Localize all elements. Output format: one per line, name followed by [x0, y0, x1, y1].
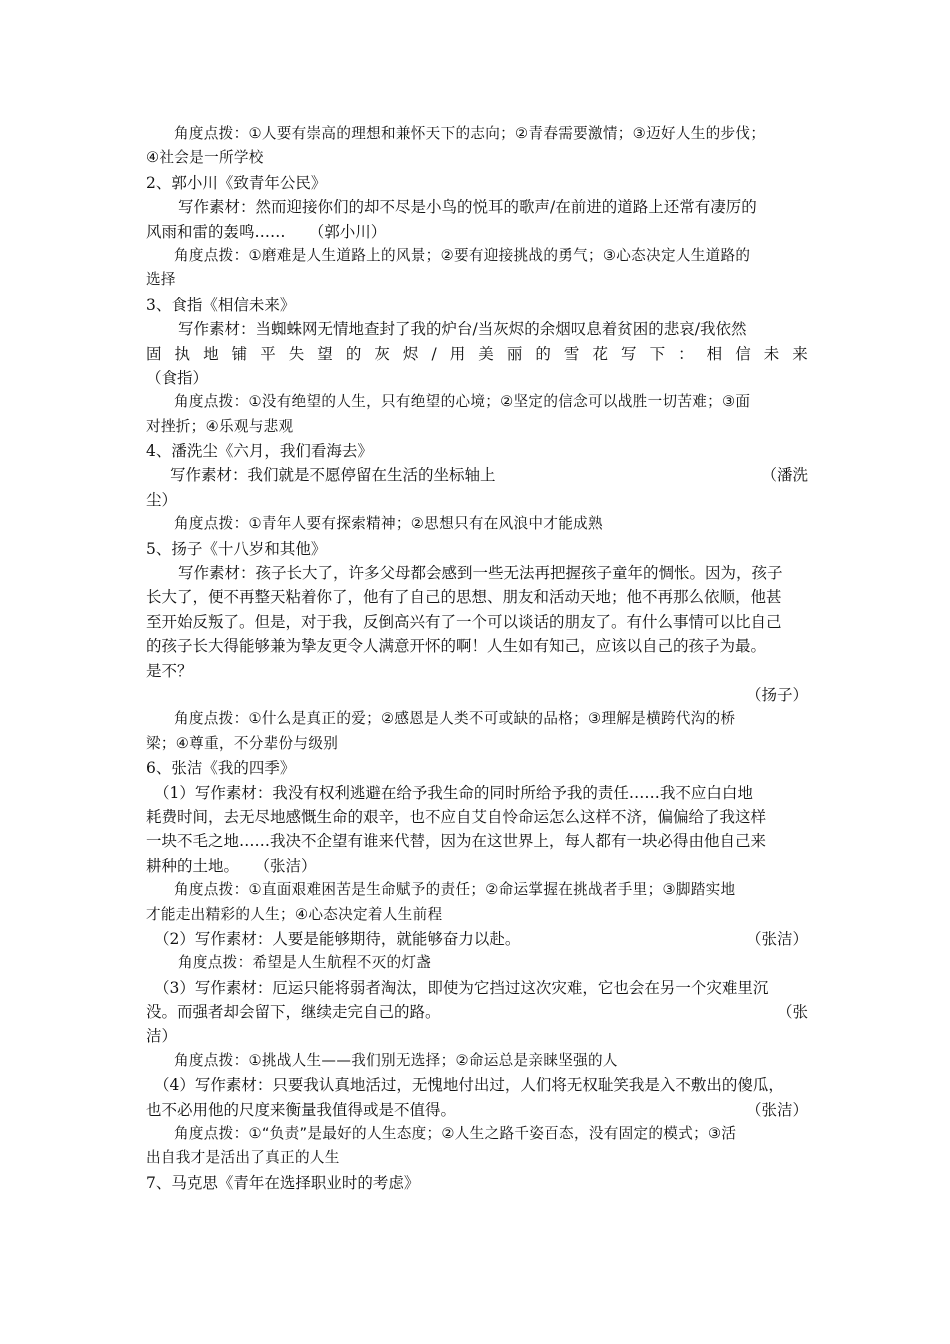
angle-hint: 梁；④尊重，不分辈份与级别 [146, 734, 339, 752]
justified-char: 美 [478, 344, 494, 363]
author-credit: （张洁） [745, 929, 808, 948]
justified-char: 铺 [231, 344, 248, 363]
writing-material: （4）写作素材：只要我认真地活过，无愧地付出过，人们将无权耻笑我是入不敷出的傻瓜， [154, 1076, 784, 1095]
justified-char: ： [678, 344, 694, 363]
writing-material: 写作素材：然而迎接你们的却不尽是小鸟的悦耳的歌声/在前进的道路上还常有凄厉的 [178, 198, 757, 217]
writing-material: 是不？ [146, 661, 193, 680]
justified-char: 写 [621, 344, 637, 363]
writing-material: 尘） [146, 490, 178, 509]
angle-hint: ④社会是一所学校 [146, 149, 264, 167]
justified-char: 下 [649, 344, 666, 363]
justified-char: 的 [345, 344, 362, 363]
angle-hint: 角度点拨：①人要有崇高的理想和兼怀天下的志向；②青春需要激情；③迈好人生的步伐； [174, 125, 766, 142]
justified-char: 用 [449, 344, 466, 363]
section-heading: 4、潘洗尘《六月，我们看海去》 [146, 442, 373, 461]
material-text: 也不必用他的尺度来衡量我值得或是不值得。 [146, 1100, 457, 1119]
angle-hint: 对挫折；④乐观与悲观 [146, 417, 294, 435]
justified-char: 烬 [402, 344, 419, 363]
section-heading: 5、扬子《十八岁和其他》 [146, 539, 327, 558]
justified-char: 的 [535, 344, 551, 363]
justified-char: 丽 [506, 344, 523, 363]
justified-char: 执 [174, 344, 191, 363]
author-credit: （张洁） [745, 1100, 808, 1119]
writing-material: 一块不毛之地……我决不企望有谁来代替，因为在这世界上，每人都有一块必得由他自己来 [146, 832, 767, 851]
section-heading: 2、郭小川《致青年公民》 [146, 173, 327, 192]
author-credit: （张 [776, 1003, 808, 1022]
angle-hint: 角度点拨：①没有绝望的人生，只有绝望的心境；②坚定的信念可以战胜一切苦难；③面 [174, 393, 751, 411]
angle-hint: 才能走出精彩的人生；④心态决定着人生前程 [146, 905, 443, 923]
writing-material: 洁） [146, 1027, 178, 1046]
material-text: 写作素材：我们就是不愿停留在生活的坐标轴上 [170, 466, 496, 485]
justified-material-line [146, 342, 808, 366]
author-credit: （扬子） [745, 685, 808, 704]
writing-material: 写作素材：当蜘蛛网无情地查封了我的炉台/当灰烬的余烟叹息着贫困的悲哀/我依然 [178, 320, 747, 339]
writing-material: 写作素材：孩子长大了，许多父母都会感到一些无法再把握孩子童年的惆怅。因为，孩子 [178, 564, 783, 583]
writing-material: （1）写作素材：我没有权利逃避在给予我生命的同时所给予我的责任……我不应白白地 [154, 783, 753, 802]
justified-char: 平 [260, 344, 276, 363]
section-heading: 7、马克思《青年在选择职业时的考虑》 [146, 1173, 420, 1192]
angle-hint: 出自我才是活出了真正的人生 [146, 1149, 340, 1167]
justified-char: 雪 [563, 344, 580, 363]
justified-char: / [431, 344, 437, 363]
writing-material: 至开始反叛了。但是，对于我，反倒高兴有了一个可以谈话的朋友了。有什么事情可以比自己 [146, 612, 782, 631]
angle-hint: 角度点拨：①青年人要有探索精神；②思想只有在风浪中才能成熟 [174, 515, 603, 533]
angle-hint: 角度点拨：①直面艰难困苦是生命赋予的责任；②命运掌握在挑战者手里；③脚踏实地 [174, 881, 736, 899]
writing-material: 耕种的土地。 （张洁） [146, 856, 317, 875]
writing-material [146, 463, 808, 487]
section-heading: 3、食指《相信未来》 [146, 295, 296, 314]
writing-material: 风雨和雷的轰鸣…… （郭小川） [146, 222, 387, 241]
angle-hint: 角度点拨：①什么是真正的爱；②感恩是人类不可或缺的品格；③理解是横跨代沟的桥 [174, 710, 736, 728]
justified-char: 花 [592, 344, 608, 363]
justified-char: 未 [763, 344, 780, 363]
document-page [146, 122, 808, 1195]
writing-material: 耗费时间，去无尽地感慨生命的艰辛，也不应自艾自怜命运怎么这样不济，偏偏给了我这样 [146, 807, 767, 826]
justified-char: 相 [706, 344, 723, 363]
justified-char: 灰 [374, 344, 390, 363]
writing-material [146, 1098, 808, 1122]
angle-hint: 角度点拨：①挑战人生——我们别无选择；②命运总是亲睐坚强的人 [174, 1051, 618, 1069]
material-text: （2）写作素材：人要是能够期待，就能够奋力以赴。 [154, 929, 521, 948]
material-text: 没。而强者却会留下，继续走完自己的路。 [146, 1003, 441, 1022]
writing-material: （食指） [146, 368, 209, 387]
justified-char: 望 [317, 344, 333, 363]
writing-material [146, 927, 808, 951]
angle-hint: 角度点拨：①“负责”是最好的人生态度；②人生之路千姿百态，没有固定的模式；③活 [174, 1125, 737, 1143]
writing-material: （3）写作素材：厄运只能将弱者淘汰，即使为它挡过这次灾难，它也会在另一个灾难里沉 [154, 978, 769, 997]
writing-material [146, 1000, 808, 1024]
justified-char: 来 [792, 344, 808, 363]
writing-material: 的孩子长大得能够兼为挚友更令人满意开怀的啊！人生如有知己，应该以自己的孩子为最。 [146, 637, 767, 656]
section-heading: 6、张洁《我的四季》 [146, 759, 296, 778]
angle-hint: 角度点拨：①磨难是人生道路上的风景；②要有迎接挑战的勇气；③心态决定人生道路的 [174, 246, 751, 264]
justified-char: 地 [203, 344, 219, 363]
justified-char: 失 [288, 344, 305, 363]
writing-material: 长大了，便不再整天粘着你了，他有了自己的思想、朋友和活动天地；他不再那么依顺，他甚 [146, 588, 782, 607]
angle-hint: 选择 [146, 271, 176, 289]
author-credit: （潘洗 [761, 466, 808, 485]
justified-char: 固 [146, 344, 162, 363]
justified-char: 信 [735, 344, 751, 363]
angle-hint: 角度点拨：希望是人生航程不灭的灯盏 [178, 954, 432, 972]
